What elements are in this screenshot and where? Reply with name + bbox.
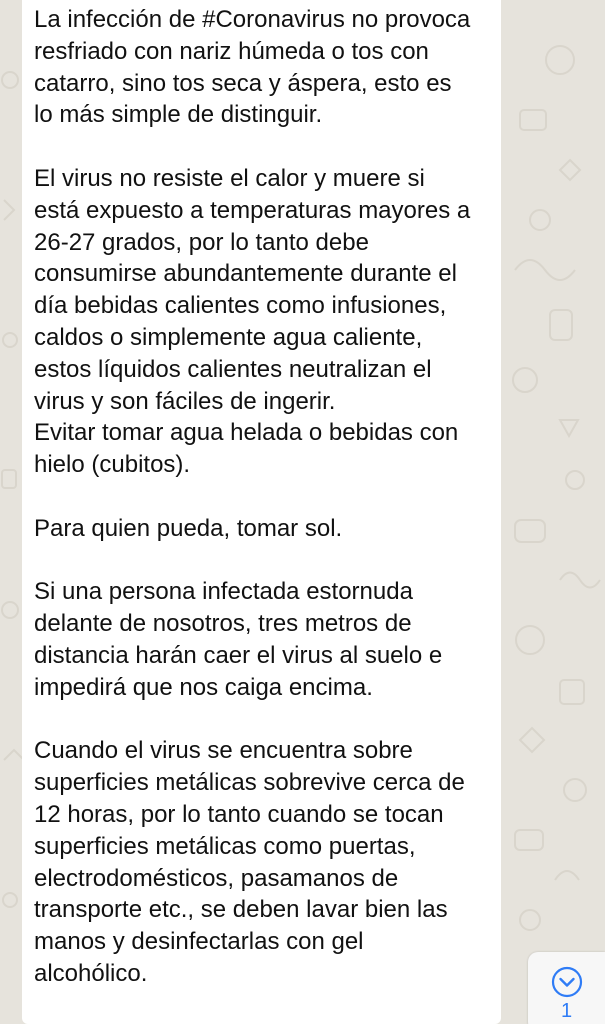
- scroll-to-bottom-button[interactable]: [528, 952, 605, 1024]
- message-paragraph-2: El virus no resiste el calor y muere si está expuesto a temperaturas mayores a 26-27 grados, por lo tanto debe consumirse abundantemente durante el día bebidas calientes como infusiones, caldos o simplemente agua caliente, estos líquidos calientes neutralizan el virus y son fáciles de ingerir.: [34, 164, 471, 415]
- message-paragraph-4: Para quien pueda, tomar sol.: [34, 514, 343, 542]
- message-bubble[interactable]: [22, 0, 501, 1024]
- message-paragraph-1: La infección de #Coronavirus no provoca resfriado con nariz húmeda o tos con catarro, sino tos seca y áspera, esto es lo más simple de distinguir.: [34, 6, 471, 129]
- message-paragraph-3: Evitar tomar agua helada o bebidas con hielo (cubitos).: [34, 419, 459, 479]
- chevron-down-circle-icon: [551, 966, 583, 998]
- message-paragraph-5: Si una persona infectada estornuda delante de nosotros, tres metros de distancia harán caer el virus al suelo e impedirá que nos caiga encima.: [34, 578, 443, 701]
- message-paragraph-6: Cuando el virus se encuentra sobre superficies metálicas sobrevive cerca de 12 horas, por lo tanto cuando se tocan superficies metálicas como puertas, electrodomésticos, pasamanos de transporte etc., se deben lavar bien las manos y desinfectarlas con gel alcohólico.: [34, 737, 465, 987]
- unread-count-badge: 1: [560, 1000, 573, 1022]
